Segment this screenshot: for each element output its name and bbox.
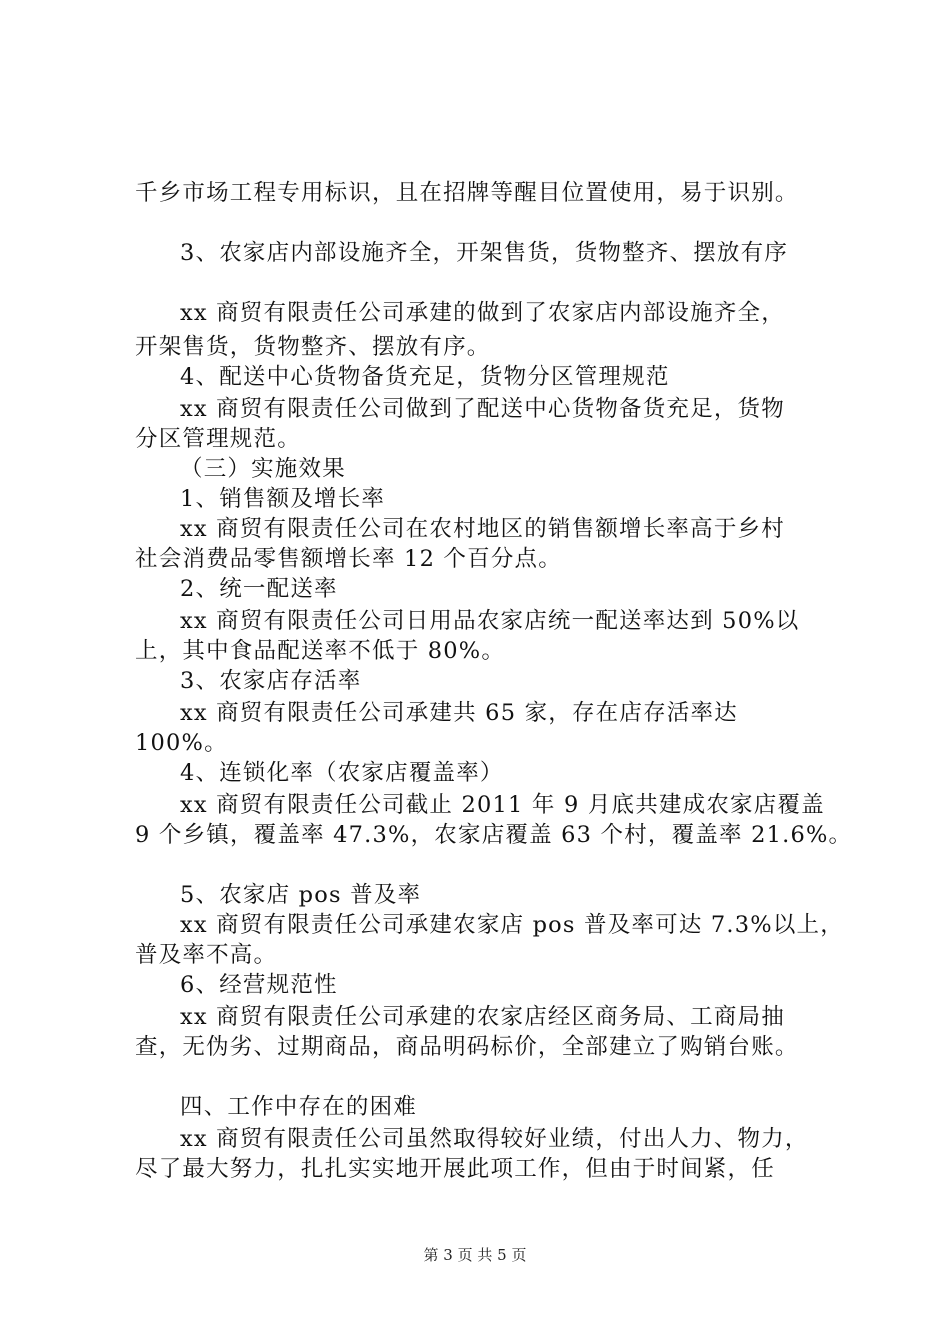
section-heading: 四、工作中存在的困难 [180, 1094, 418, 1120]
body-line: xx 商贸有限责任公司在农村地区的销售额增长率高于乡村 [180, 516, 785, 542]
body-line: xx 商贸有限责任公司虽然取得较好业绩，付出人力、物力， [180, 1126, 809, 1152]
body-line: xx 商贸有限责任公司日用品农家店统一配送率达到 50%以 [180, 608, 800, 634]
body-line: 上，其中食品配送率不低于 80%。 [135, 638, 506, 664]
section-heading: 2、统一配送率 [180, 576, 338, 602]
body-line: 9 个乡镇，覆盖率 47.3%，农家店覆盖 63 个村，覆盖率 21.6%。 [135, 822, 853, 848]
page-number-footer: 第 3 页 共 5 页 [423, 1246, 527, 1264]
body-line: 100%。 [135, 730, 228, 756]
body-line: 千乡市场工程专用标识，且在招牌等醒目位置使用，易于识别。 [135, 180, 799, 206]
body-line: xx 商贸有限责任公司承建的农家店经区商务局、工商局抽 [180, 1004, 785, 1030]
body-line: xx 商贸有限责任公司做到了配送中心货物备货充足，货物 [180, 396, 785, 422]
body-line: xx 商贸有限责任公司截止 2011 年 9 月底共建成农家店覆盖 [180, 792, 825, 818]
section-heading: 3、农家店存活率 [180, 668, 362, 694]
section-heading: 4、配送中心货物备货充足，货物分区管理规范 [180, 364, 670, 390]
section-heading: 3、农家店内部设施齐全，开架售货，货物整齐、摆放有序 [180, 240, 789, 266]
body-line: xx 商贸有限责任公司承建的做到了农家店内部设施齐全， [180, 300, 785, 326]
section-heading: 4、连锁化率（农家店覆盖率） [180, 760, 504, 786]
body-line: 分区管理规范。 [135, 426, 301, 452]
body-line: 普及率不高。 [135, 942, 278, 968]
body-line: 开架售货，货物整齐、摆放有序。 [135, 334, 491, 360]
body-line: 尽了最大努力，扎扎实实地开展此项工作，但由于时间紧，任 [135, 1156, 775, 1182]
section-heading: （三）实施效果 [180, 456, 346, 482]
section-heading: 5、农家店 pos 普及率 [180, 882, 422, 908]
section-heading: 1、销售额及增长率 [180, 486, 386, 512]
section-heading: 6、经营规范性 [180, 972, 338, 998]
body-line: xx 商贸有限责任公司承建共 65 家，存在店存活率达 [180, 700, 738, 726]
body-line: 查，无伪劣、过期商品，商品明码标价，全部建立了购销台账。 [135, 1034, 799, 1060]
body-line: 社会消费品零售额增长率 12 个百分点。 [135, 546, 562, 572]
body-line: xx 商贸有限责任公司承建农家店 pos 普及率可达 7.3%以上， [180, 912, 844, 938]
